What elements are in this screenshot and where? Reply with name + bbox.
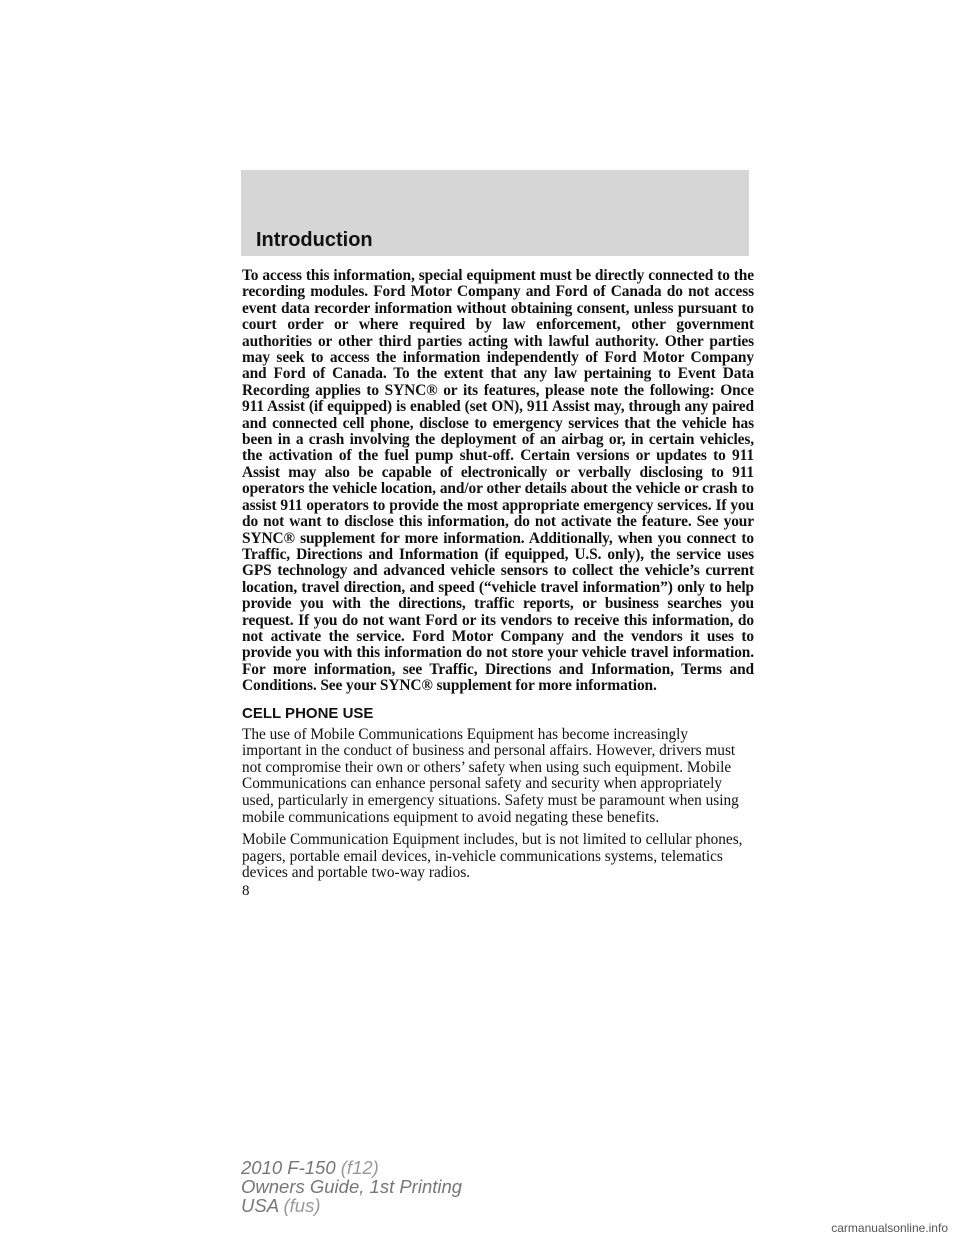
cell-phone-paragraph-1: The use of Mobile Communications Equipment has become increasingly important in the conduct of business and personal affairs. However, drivers must not compromise their own or others’ safety when using such equipment. Mobile Communications can enhance personal safety and security when appropriately used, particularly in emergency situations. Safety must be paramount when using mobile communications equipment to avoid negating these benefits.	[242, 725, 739, 826]
watermark-link[interactable]: carmanualsonline.info	[831, 1221, 948, 1235]
footer-line-2: Owners Guide, 1st Printing	[241, 1176, 463, 1197]
footer-model-code: (f12)	[340, 1157, 379, 1178]
footer-line-1	[241, 1158, 462, 1177]
footer-region: USA	[241, 1195, 279, 1216]
cell-phone-paragraph-2: Mobile Communication Equipment includes, but is not limited to cellular phones, pagers, portable email devices, in-vehicle communications systems, telematics devices and portable two-way radios.	[242, 831, 743, 882]
cell-phone-use-heading: CELL PHONE USE	[242, 704, 374, 722]
page-number: 8	[242, 882, 250, 899]
page-content	[242, 268, 754, 900]
event-data-paragraph: To access this information, special equipment must be directly connected to the recording modules. Ford Motor Company and Ford of Canada do not access event data recorder information without obtaining consent, unless pursuant to court order or where required by law enforcement, other government authorities or other third parties acting with lawful authority. Other parties may seek to access the information independently of Ford Motor Company and Ford of Canada. To the extent that any law pertaining to Event Data Recording applies to SYNC® or its features, please note the following: Once 911 Assist (if equipped) is enabled (set ON), 911 Assist may, through any paired and connected cell phone, disclose to emergency services that the vehicle has been in a crash involving the deployment of an airbag or, in certain vehicles, the activation of the fuel pump shut-off. Certain versions or updates to 911 Assist may also be capable of electronically or verbally disclosing to 911 operators the vehicle location, and/or other details about the vehicle or crash to assist 911 operators to provide the most appropriate emergency services. If you do not want to disclose this information, do not activate the feature. See your SYNC® supplement for more information. Additionally, when you connect to Traffic, Directions and Information (if equipped, U.S. only), the service uses GPS technology and advanced vehicle sensors to collect the vehicle’s current location, travel direction, and speed (“vehicle travel information”) only to help provide you with the directions, traffic reports, or business searches you request. If you do not want Ford or its vendors to receive this information, do not activate the service. Ford Motor Company and the vendors it uses to provide you with this information do not store your vehicle travel information. For more information, see Traffic, Directions and Information, Terms and Conditions. See your SYNC® supplement for more information.	[242, 267, 754, 695]
print-footer	[241, 1158, 462, 1215]
footer-region-code: (fus)	[283, 1195, 321, 1216]
footer-model: 2010 F-150	[241, 1157, 336, 1178]
section-title: Introduction	[256, 229, 373, 251]
footer-line-3	[241, 1196, 462, 1215]
